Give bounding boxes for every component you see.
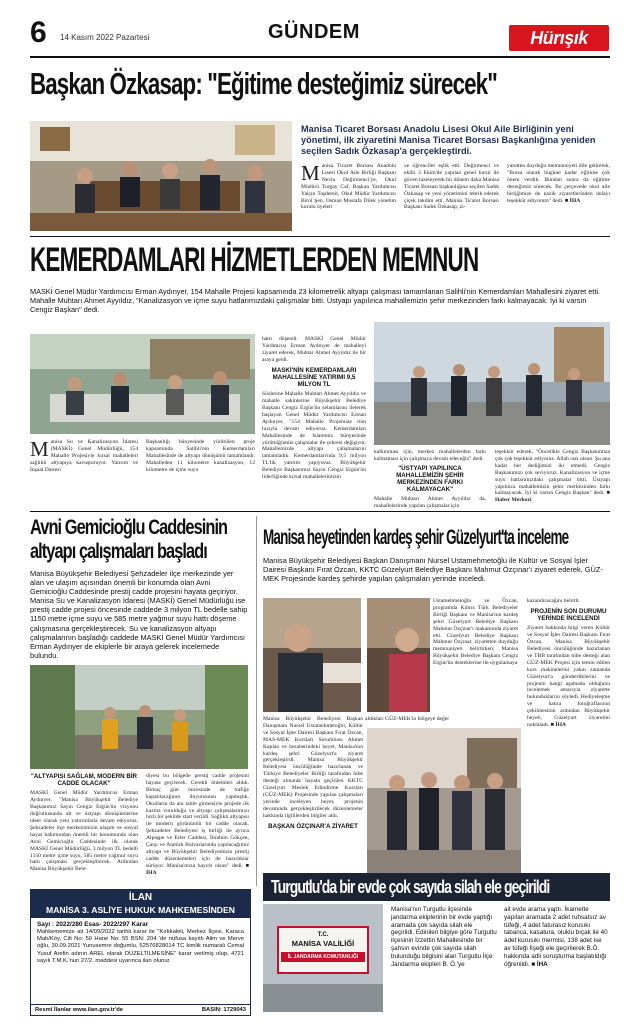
- story2-col1-text: anisa Su ve Kanalizasyon İdaresi (MASKİ) Genel Müdürlüğü, 154 Mahalle Projesiyle kırsal mahalleleri sağlıklı altyapıya kavuşturuyor. Yatırım ve İnşaat Dairesi: [30, 439, 138, 473]
- story3-lead: Manisa Büyükşehir Belediyesi Şehzadeler ilçe merkezinde yer alan ve ulaşım açısından önemli bir konumda olan Avni Gemicioğlu Caddesinde prestij cadde projesini hayata geçiriyor. Manisa Su ve Kanalizasyon İdaresi (MASKİ) Genel Müdürlüğü ise prestij cadde projesi öncesinde caddede 3 milyon TL bedelle sahip 1150 metre içme suyu ve 585 metre yağmur suyu hattı döşeme çalışmasına gerçekleştirecek. Su ve kanalizasyon altyapı çalışmalarının başladığı caddede MASKİ Genel Müdür Yardımcısı Erman Aydınyer de ekiplerle bir araya gelerek incelemede bulundu.: [30, 569, 248, 660]
- story2-headline: KEMERDAMLARI HİZMETLERDEN MEMNUN: [30, 241, 479, 279]
- story1-col3-text: yaretten duyduğu memnuniyeti dile getirerek, "Borsa olarak bugüne kadar eğitime çok önem verdik. Bundan sonra da eğitime desteğimiz sürecek. Bu çerçevede okul aile birliğimize de nazik ziyaretlerinden dolayı teşekkür ediyorum" dedi.: [507, 163, 610, 204]
- story2-lead: MASKİ Genel Müdür Yardımcısı Erman Aydınyer, 154 Mahalle Projesi kapsamında 23 kilometrelik altyapı çalışması tamamlanan Salihli'nin Kemerdamları Mahallesini ziyaret etti. Mahalle Muhtarı Ahmet Ayyıldız, "Kanalizasyon ve içme suyu hatlarımızdaki çalışmalar bitti. Üstyapı yapılınca mahallemizin şehir merkezinden farkı kalmayacak. İyi ki varsın Cengiz Başkan" dedi.: [30, 287, 600, 314]
- story2-col5: [495, 449, 610, 507]
- story2-col4b: Mahalle Muhtarı Ahmet Ayyıldız da, mahallelerinde yapılan çalışmalar için: [374, 495, 486, 509]
- story4-col-right-text: Ziyaret hakkında bilgi veren Kültür ve Sosyal İşler Dairesi Başkanı Fırat Özcan, Manisa Büyükşehir Belediyesi öncülüğünde hazırlanan ve TBB tarafından hibe desteği alan GÜZ-MEK Projesi için temin edilen kurs makinelerini yakın zamanda Güzelyurt'a gönderdiklerini ve projenin hangi aşamada olduğunu incelemek amacıyla ziyarette bulunduklarını söyledi. Hediyeleşme ve hatıra fotoğraflarının çekilmesinin ardından Büyükşehir heyeti, Güzelyurt ziyaretini noktaladı.: [527, 625, 610, 728]
- story1-photo: [30, 121, 292, 231]
- story1-col3: [507, 163, 610, 227]
- story5-headline: Turgutlu'da bir evde çok sayıda silah ele geçirildi: [271, 877, 550, 897]
- story4-col-mid-top: Ustamehmetoğlu ve Özcan, programda Kıbrıs Türk Belediyeler Birliği Başkanı ve Manisa'nın kardeş şehri Güzelyurt Belediye Başkanı Mahmut Özçınar'ı makamında ziyaret etti. Güzelyurt Belediye Başkanı Mahmut Özçınar, ziyaretten duyduğu memnuniyeti belirtirken; Manisa Büyükşehir Belediye Başkanı Cengiz Ergün'ün desteklerine ile uygulamaya: [433, 598, 518, 667]
- story4-col-right-top: kazandıracağını belirtti.: [527, 598, 581, 604]
- story2-photo-right: [374, 322, 610, 445]
- story2-subhead-2: "ÜSTYAPI YAPILINCA MAHALLEMİZİN ŞEHİR MERKEZİNDEN FARKI KALMAYACAK": [396, 464, 464, 494]
- story3-photo: [30, 665, 248, 769]
- group-photo: [367, 728, 521, 873]
- legal-notice-box: [30, 889, 251, 1016]
- story4-photo-1: [263, 598, 361, 712]
- logo-text: Hürışık: [530, 27, 588, 48]
- newspaper-logo: [509, 25, 609, 51]
- story1-dropcap: M: [301, 161, 320, 185]
- story5-col2: [504, 906, 610, 968]
- legal-notice-footer-right: BASIN: 1729043: [201, 1007, 246, 1013]
- masthead-rule: [30, 56, 610, 58]
- section-title: GÜNDEM: [268, 21, 360, 43]
- story2-subhead-1: MASKİ'NİN KEMERDAMLARI MAHALLESİNE YATIRIMI 9,5 MİLYON TL: [271, 366, 357, 389]
- sign-line-2: MANİSA VALİLİĞİ: [291, 939, 355, 948]
- story2-col4: [374, 449, 486, 509]
- story4-subhead-1: BAŞKAN ÖZÇINAR'A ZİYARET: [268, 822, 358, 830]
- story1-signoff: ■ İHA: [564, 197, 581, 204]
- story4-subhead-2: PROJENİN SON DURUMU YERİNDE İNCELENDİ: [530, 607, 607, 623]
- mayor-portrait-photo: [263, 598, 361, 712]
- story2-col3b: Sözlerine Mahalle Muhtarı Ahmet Ayyıldız ve mahalle sakinlerine Büyükşehir Belediye Başkanı Cengiz Ergün'ün selamlarını ileterek başlayan Genel Müdür Yardımcısı Erman Aydınyer, "154 Mahalle Projemize tüm hızıyla devam ediyoruz. Kemerdamları Mahallesinde de Islaremiz bünyesinde yürüttüğümüz çalışmalar ile çehresi değişiyor. Mahallemizde altyapı çalışmalarını tamamladık. Kemerdamları'nda 9,5 milyon TL'lik yatırım yapıyoruz. Büyükşehir Belediye Başkanımız Sayın Cengiz Ergün'ün liderliğinde kırsal mahallelerimizin: [262, 391, 366, 481]
- story5-col1: Manisa'nın Turgutlu ilçesinde jandarma ekiplerinin bir evde yaptığı aramada çok sayıda silah ele geçirildi. Edinilen bilgiye göre Turgutlu ilçesinin İzzettin Mahallesinde bir şahsın evinde çok sayıda silah bulunduğu bilgisini alan Turgutlu İlçe Jandarma ekipleri B. Ö.'ye: [391, 906, 497, 968]
- story2-col5-text: teşekkür ederek, "Öncelikle Cengiz Başkanımıza çok çok teşekkür ediyoruz. Allah razı olsun. Şu ana kadar her dediğimizi iki etmedi. Cengiz Başkanımızı çok seviyoruz. Kanalizasyon ve içme suyu hatlarımızdaki çalışmalar bitti. Üstyapı yapılınca mahallemizin şehir merkezinden farkı kalmayacak. İyi ki varsın Cengiz Başkan" dedi.: [495, 449, 610, 497]
- story3-headline-1: Avni Gemicioğlu Caddesinin: [30, 516, 228, 539]
- legal-notice-case: Sayı : 2022/280 Esas- 2022/297 Karar: [37, 921, 149, 928]
- legal-notice-footer-left: Resmî İlanlar www.ilan.gov.tr'de: [35, 1007, 124, 1013]
- legal-notice-text: Mahkememize ait 14/09/2022 tarihli karar ile "Kırkkaleli, Merkez İlçesi, Karaca Mah/Köy, Cilt No: 50 Hane No: 55 BSN: 204 'de nüfusa kayıtlı Alim ve Merve oğlu, 30.09.2021 Yunusemre doğumlu, 52576828014 TC kimlik numaralı Cemal Yusuf Arefin adının AREL olarak DÜZELTİLMESİNE" karar verilmiş olup, 4721 sayılı T.M.K.'nun 27/2. maddesi uyarınca ilan olunur.: [37, 929, 244, 964]
- story4-col-mid: [430, 598, 518, 724]
- story1-rule: [30, 236, 610, 237]
- story4-col-left-text: Manisa Büyükşehir Belediyesi Başkan Danışmanı Nursel Ustamehmetoğlu, Kültür ve Sosyal İşler Dairesi Başkanı Fırat Özcan, MAS-MEK Kursları Sorumlusu Ahmet Kaplan ve beraberindeki heyet, Manisa'nın kardeş şehri Güzelyurt'a ziyaret gerçekleştirdi. Manisa Büyükşehir Belediyesi öncülüğünde hazırlanan ve Türkiye Belediyeler Birliği tarafından hibe desteği alınarak hayata geçirilen KKTC Güzelyurt Meslek Edindirme Kursları (GÜZ-MEK) Projesinde yapılan çalışmaları yerinde inceleyen heyet, projenin devamında gerçekleştirilecek düzenlemeler hakkında ilgililerden bilgiler aldı.: [263, 716, 363, 819]
- story2-col2: Başkanlığı bünyesinde yürütülen proje kapsamında Salihli'nin Kemerdamları Mahallesinde de altyapı dönüşümü tamamlandı. Mahalleden 11 kilometre kanalizasyon, 12 kilometre de içme suyu: [146, 439, 255, 473]
- story4-lead: Manisa Büyükşehir Belediyesi Başkan Danışmanı Nursel Ustamehmetoğlu ile Kültür ve Sosyal İşler Dairesi Başkanı Fırat Özcan, KKTC Güzelyurt Belediye Başkanı Mahmut Özçınar'ı ziyaret ederek, GÜZ-MEK Projesinde kardeş şehirde yapılan çalışmaları yerinde inceledi.: [263, 556, 603, 584]
- story4-divider: [256, 516, 257, 886]
- issue-date: 14 Kasım 2022 Pazartesi: [60, 33, 150, 42]
- story2-rule: [30, 511, 610, 512]
- story4-signoff: ■ İHA: [550, 722, 566, 728]
- story4-col-left: [263, 716, 363, 886]
- legal-notice-court: MANİSA 3. ASLİYE HUKUK MAHKEMESİNDEN: [46, 905, 235, 915]
- story5-signoff: ■ İHA: [531, 960, 548, 968]
- sign-line-1: T.C.: [317, 932, 329, 938]
- office-meeting-photo: [30, 121, 292, 231]
- story5-headline-bar: [263, 873, 610, 901]
- story3-headline-2: altyapı çalışmaları başladı: [30, 540, 207, 563]
- story2-col3: [262, 336, 366, 496]
- story3-col1-text: MASKİ Genel Müdür Yardımcısı Erman Aydınyer, "Manisa Büyükşehir Belediye Başkanımız Sayın Cengiz Ergün'ün vizyonu doğrultusunda alt ve üstyapı dönüşümlerine ideer olarak yeni yatırımlarla devam ediyoruz. Şehzadeler ilçe merkezimizin ulaşım ve sosyal hayat bakımından önemli bir konumunda olan Avni Gemicioğlu Caddesinde ilk olarak MASKİ Genel Müdürlüğü, 3 milyon TL bedelli 1150 metre içme suyu, 585 metre yağmur suyu hattı çalışması gerçekleştirecek. Ardından Manisa Büyükşehir Bele-: [30, 790, 138, 873]
- story1-col1-text: anisa Ticaret Borsası Anadolu Lisesi Okul Aile Birliği Başkanı Nevin Değirmenci'ye, Okul Müdürü Turgay Caf, Başkan Yardımcısı Yalçın Taşdemir, Okul Müdür Yardımcısı Birol Şen, Osman Mustafa Dilek yönetim kurulu üyeleri: [301, 163, 396, 211]
- story3-signoff: ■ İHA: [146, 862, 249, 876]
- story3-subhead: "ALTYAPISI SAĞLAM, MODERN BİR CADDE OLACAK": [30, 773, 138, 788]
- story2-dropcap: M: [30, 437, 49, 461]
- street-walk-photo: [374, 322, 610, 445]
- story4-col-right: [527, 598, 610, 778]
- story4-headline: Manisa heyetinden kardeş şehir Güzelyurt'ta inceleme: [263, 526, 569, 549]
- story4-photo-3: [367, 728, 521, 873]
- story2-col1: [30, 439, 138, 495]
- story2-col3a: hattı döşendi. MASKİ Genel Müdür Yardımcısı Erman Aydınyer de mahalleyi ziyaret ederek, Muhtar Ahmet Ayyıldız ile bir araya geldi.: [262, 336, 366, 363]
- gendarmerie-sign: [277, 926, 369, 974]
- village-meeting-photo: [30, 334, 255, 434]
- story1-deck: Manisa Ticaret Borsası Anadolu Lisesi Okul Aile Birliğinin yeni yönetimi, ilk ziyaretini Manisa Ticaret Borsası Başkanlığına yeniden seçilen Sadık Özkasap'a gerçekleştirdi.: [301, 124, 596, 156]
- legal-notice-header: [31, 890, 250, 918]
- sign-line-3: İL JANDARMA KOMUTANLIĞI: [281, 952, 365, 962]
- story2-col4a: kalkınması için, merkez mahallelerden farkı kalmaması için çalışmaya devam edeceğiz" dedi.: [374, 449, 486, 462]
- story3-col1: [30, 773, 138, 885]
- street-works-photo: [30, 665, 248, 769]
- building-wall: [263, 984, 383, 1012]
- story1-col1: [301, 163, 396, 227]
- legal-notice-footer: [31, 1004, 250, 1015]
- story3-col2: [146, 773, 249, 885]
- story4-col-mid-cont: aldıkları GÜZ-MEK'in bölgeye değer: [365, 716, 450, 722]
- story2-photo-left: [30, 334, 255, 434]
- story2-signoff: ■ Haber Merkezi: [495, 490, 610, 504]
- story5-photo: [263, 904, 383, 1012]
- story1-headline: Başkan Özkasap: "Eğitime desteğimiz sürecek": [30, 66, 497, 101]
- story1-col2: ve öğrenciler eşlik etti. Değirmenci ve ekibi 3 Ekim'de yapılan genel kurul ile güven tazeleyerek bir dönem daha Manisa Ticaret Borsası başkanlığına seçilen Sadık Özkasap ve yeni yönetimini tebrik ederek çiçek takdim etti. Manisa Ticaret Borsası Başkanı Sadık Özkasap, zi-: [404, 163, 499, 211]
- page-number: 6: [30, 16, 47, 49]
- story5-col2-text: ait evde arama yaptı. İkamette yapılan aramada 2 adet ruhsatsız av tüfeği, 4 adet faturasız kurusıkı tabanca, kasatura, oluklu bıçak ile 40 adet kurusıkı mermisi, 138 adet ise av tüfeği fişeği ele geçirilerek B.Ö. hakkında adli soruşturma başlatıldığı öğrenildi.: [504, 906, 608, 968]
- legal-notice-title: İLAN: [128, 892, 153, 903]
- legal-notice-body: [31, 918, 250, 965]
- story3-col2-text: diyesi bu bölgede prestij cadde projesini hayata geçirecek. Gerekli önlemleri aldık. Birkaç gün öncesinde de trafiğe kapatılacağının duyurusunu yapmıştık. Okulların da ara tatile girmesiyle projede ilk kazma vurulduğu ve altyapı çalışmalarımızı hızlı bir şekilde start verildi. Sağlıklı altyapısı ile modern görünümlü bir cadde olacak. Şehzadeler Belediyesi iş birliği ile ayrıca Alpaşpe ve Erler Caddesi, İbrahim Gökçen, Çarşı ve Atatürk Bulvarlarında yapılacağımız altyapı ve Büyükşehir Belediyemizin prestij cadde düzenlemeleri için de hazırlıklar sürüyor. Manisa'mıza hayırlı olsun" dedi.: [146, 773, 249, 869]
